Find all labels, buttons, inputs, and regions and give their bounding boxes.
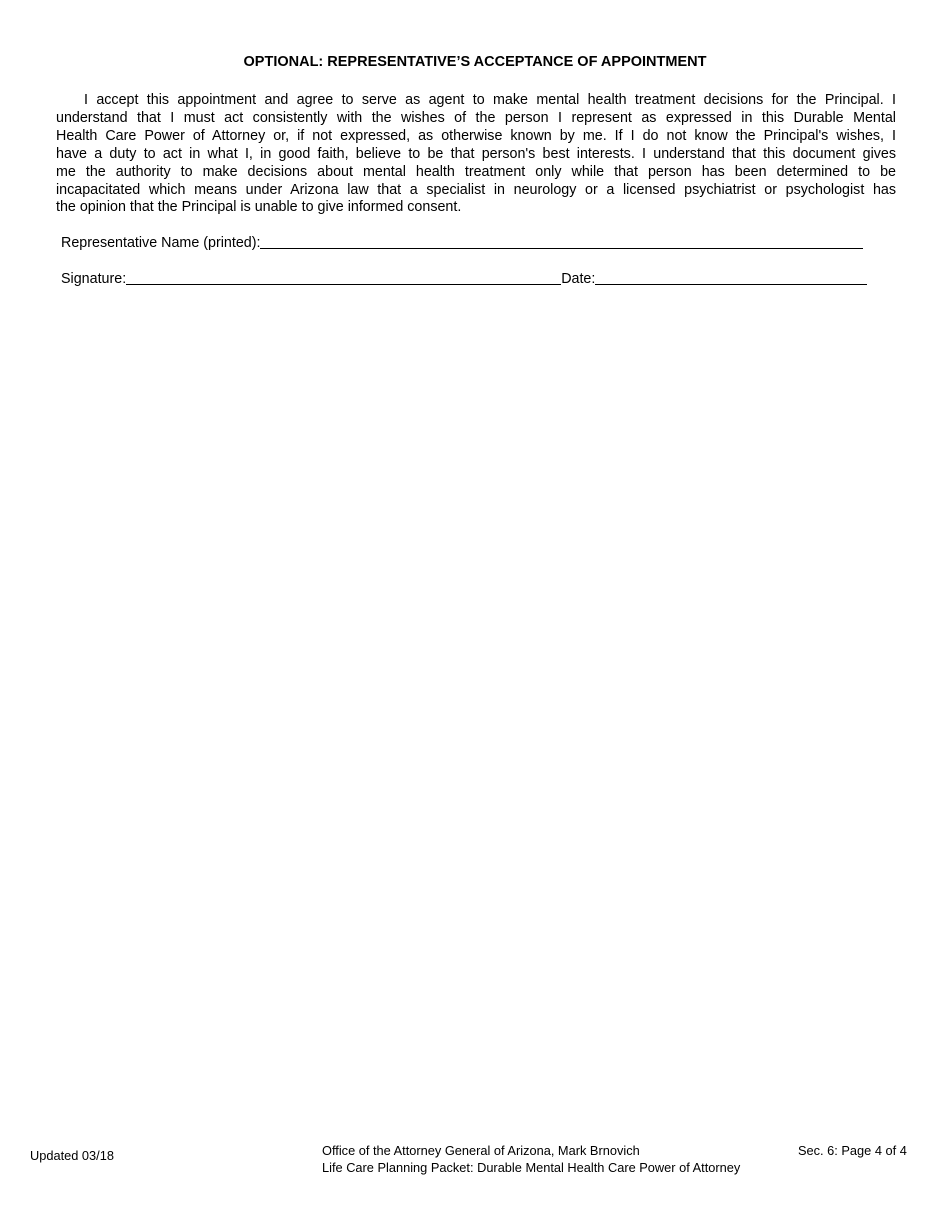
paragraph-line: I accept this appointment and agree to serve as agent to make mental health treatment decisions for the Principal. I (84, 92, 896, 108)
paragraph-line: me the authority to make decisions about mental health treatment only while that person has been determined to be (56, 163, 896, 180)
section-title: OPTIONAL: REPRESENTATIVE’S ACCEPTANCE OF APPOINTMENT (243, 54, 707, 70)
footer-center (322, 1142, 740, 1176)
paragraph-line: incapacitated which means under Arizona law that a specialist in neurology or a licensed psychiatrist or psychologist has (56, 181, 896, 198)
footer-office: Office of the Attorney General of Arizona, Mark Brnovich (322, 1143, 640, 1158)
acceptance-paragraph (56, 92, 896, 217)
paragraph-line: understand that I must act consistently with the wishes of the person I represent as expressed in this Durable Mental (56, 109, 896, 126)
date-label: Date: (561, 271, 596, 287)
paragraph-line: the opinion that the Principal is unable to give informed consent. (56, 199, 462, 216)
representative-name-field (61, 234, 863, 251)
footer-page-number: Sec. 6: Page 4 of 4 (798, 1143, 907, 1158)
signature-label: Signature: (61, 271, 127, 287)
representative-name-line[interactable] (260, 234, 863, 249)
paragraph-line: Health Care Power of Attorney or, if not expressed, as otherwise known by me. If I do not know the Principal's wishes, I (56, 127, 896, 144)
signature-line[interactable] (126, 270, 561, 285)
footer-packet: Life Care Planning Packet: Durable Mental Health Care Power of Attorney (322, 1160, 741, 1175)
representative-name-label: Representative Name (printed): (61, 235, 261, 251)
signature-date-row (61, 270, 867, 287)
footer-updated: Updated 03/18 (30, 1148, 114, 1163)
paragraph-line: have a duty to act in what I, in good faith, believe to be that person's best interests. I understand that this document gives (56, 145, 896, 162)
date-line[interactable] (595, 270, 867, 285)
